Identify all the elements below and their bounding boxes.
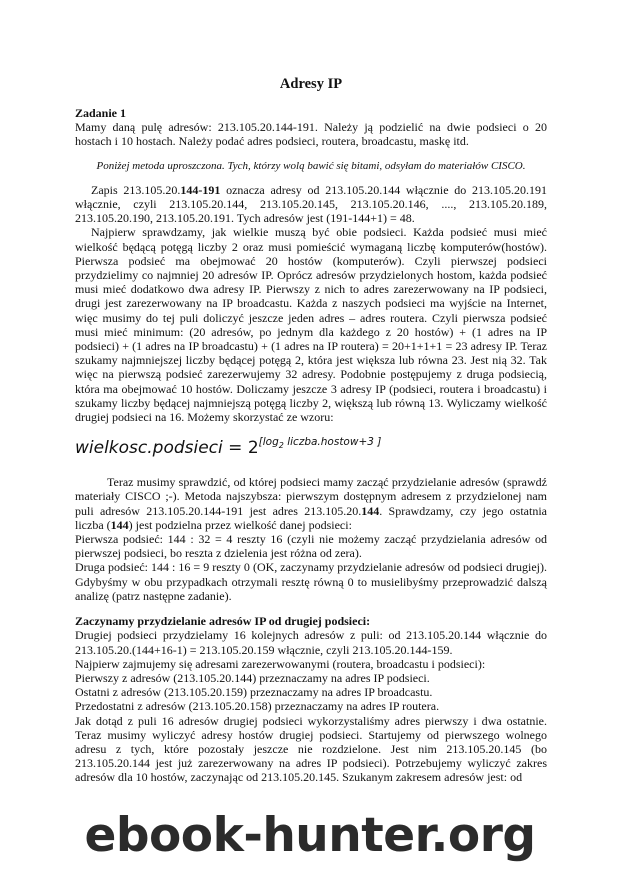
section-line-5: Przedostatni z adresów (213.105.20.158) przeznaczamy na adres IP routera. [75,699,440,714]
task-heading: Zadanie 1 [75,106,127,120]
paragraph-subnet-size: Najpierw sprawdzamy, jak wielkie muszą być obie podsieci. Każda podsieć musi mieć wielkość będącą potęgą liczby 2 oraz musi pomieścić wymaganą liczbę komputerów(hostów). Pierwsza podsieć ma obejmować 20 hostów (komputerów). Czyli pierwszej podsieci przydzielimy co najmniej 20 adresów IP. Oprócz adresów przydzielonych hostom, każda podsieć musi mieć dodatkowo dwa adresy IP. Pierwszy z nich to adres zarezerwowany na IP podsieci, drugi jest zarezerwowany na IP broadcastu. Każda z naszych podsieci ma wyjście na Internet, więc musimy do tej puli doliczyć jeszcze jeden adres – adres routera. Czyli pierwsza podsieć musi mieć minimum: (20 adresów, po jednym dla każdego z 20 hostów) + (1 adres na IP podsieci) + (1 adres na IP broadcastu) + (1 adres na IP routera) = 20+1+1+1 = 23 adresy IP. Teraz szukamy najmniejszej liczby będącej potęgą 2, która jest większa lub równa 23. Jest nią 32. Tak więc na pierwszą podsieć zarezerwujemy 32 adresy. Podobnie postępujemy z druga podsiecią, która ma obejmować 10 hostów. Doliczamy jeszcze 3 adresy IP (podsieci, routera i broadcastu) i szukamy liczby będącej najmniejszą potęgą liczby 2, większą lub równą 13. Wyliczamy wielkość drugiej podsieci na 16. Możemy skorzystać ze wzoru: [75,225,547,425]
paragraph-start-subnet: Teraz musimy sprawdzić, od której podsieci mamy zacząć przydzielanie adresów (sprawdź materiały CISCO ;-). Metoda najszybsza: pierwszym dostępnym adresem z przydzielonej nam puli adresów 213.105.20.144-191 jest adres 213.105.20.144. Sprawdzamy, czy jego ostatnia liczba (144) jest podzielna przez wielkość danej podsieci: [75,475,547,532]
section-line-4: Ostatni z adresów (213.105.20.159) przeznaczamy na adres IP broadcastu. [75,685,433,700]
subnet-size-formula: wielkosc.podsieci = 2[log2 liczba.hostow+3 ] [75,436,382,459]
section-heading: Zaczynamy przydzielanie adresów IP od drugiej podsieci: [75,614,371,629]
document-page [75,0,547,785]
section-line-3: Pierwszy z adresów (213.105.20.144) przeznaczamy na adres IP podsieci. [75,670,430,685]
paragraph-first-subnet-check: Pierwsza podsieć: 144 : 32 = 4 reszty 16 (czyli nie możemy zacząć przydzielania adresów od pierwszej podsieci, bo reszta z dzielenia jest różna od zera). [75,532,547,561]
method-note: Poniżej metoda uproszczona. Tych, którzy wolą bawić się bitami, odsyłam do materiałów CISCO. [96,159,526,172]
section-line-1: Drugiej podsieci przydzielamy 16 kolejnych adresów z puli: od 213.105.20.144 włącznie do 213.105.20.(144+16-1) = 213.105.20.159 włącznie, czyli 213.105.20.144-159. [75,628,547,657]
task-text: Mamy daną pulę adresów: 213.105.20.144-191. Należy ją podzielić na dwie podsieci o 20 hostach i 10 hostach. Należy podać adres podsieci, routera, broadcastu, maskę itd. [75,120,547,149]
paragraph-second-subnet-check: Druga podsieć: 144 : 16 = 9 reszty 0 (OK, zaczynamy przydzielanie adresów od podsieci drugiej). Gdybyśmy w obu przypadkach otrzymali resztę równą 0 to musielibyśmy przeprowadzić dalszą analizę (patrz następne zadanie). [75,560,547,603]
page-title: Adresy IP [279,76,343,92]
paragraph-address-range: Zapis 213.105.20.144-191 oznacza adresy od 213.105.20.144 włącznie do 213.105.20.191 włącznie, czyli 213.105.20.144, 213.105.20.145, 213.105.20.146, ...., 213.105.20.189, 213.105.20.190, 213.105.20.191. Tych adresów jest (191-144+1) = 48. [75,182,547,226]
section-line-6: Jak dotąd z puli 16 adresów drugiej podsieci wykorzystaliśmy adres pierwszy i dwa ostatnie. Teraz musimy wyliczyć adresy hostów drugiej podsieci. Startujemy od pierwszego wolnego adresu z tych, które pozostały jeszcze nie rozdzielone. Jest nim 213.105.20.145 (bo 213.105.20.144 jest już zarezerwowany na adres IP podsieci). Potrzebujemy wyliczyć zakres adresów dla 10 hostów, zaczynając od 213.105.20.145. Szukanym zakresem adresów jest: od [75,713,547,785]
section-line-2: Najpierw zajmujemy się adresami zarezerwowanymi (routera, broadcastu i podsieci): [75,656,486,671]
formula-exponent: [log2 liczba.hostow+3 ] [258,436,382,451]
watermark-text: ebook-hunter.org [84,808,536,863]
